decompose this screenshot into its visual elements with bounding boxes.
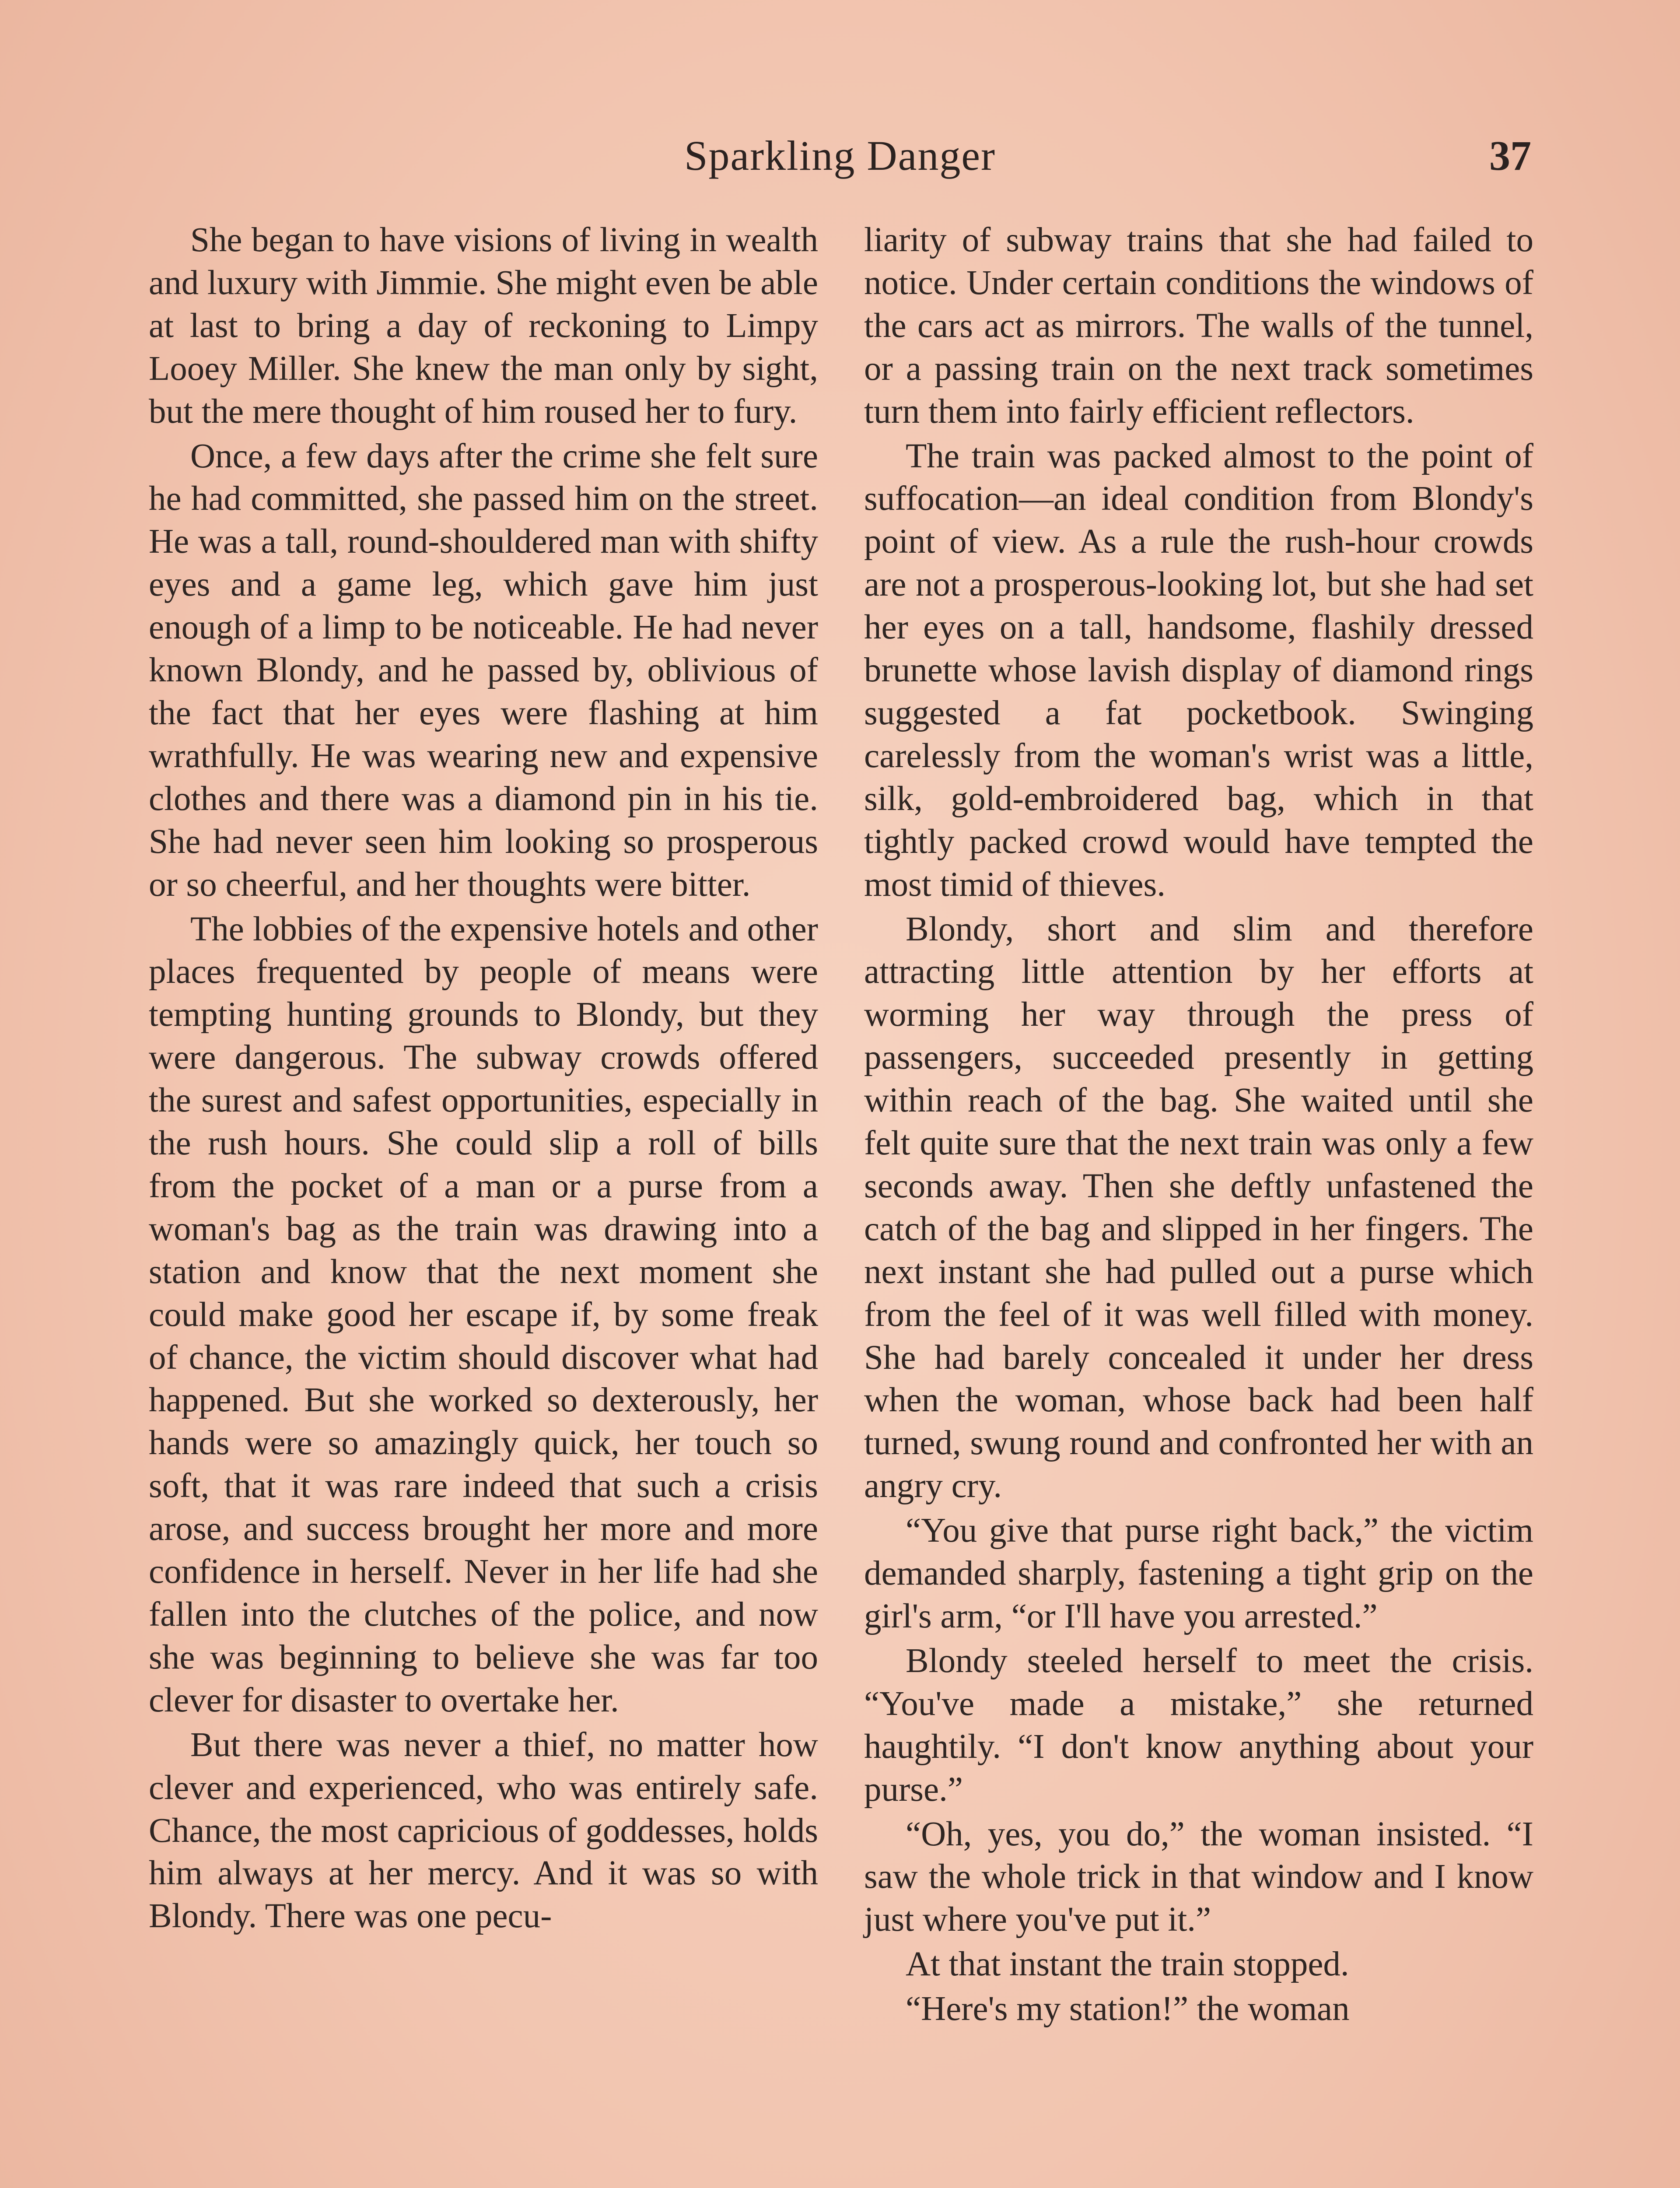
paragraph: But there was never a thief, no matter how clever and experienced, who was entirely safe. Chance, the most capricious of goddesses, holds him always at her mercy. And it was so with Blondy. There was one pecu- — [149, 1725, 818, 1936]
paragraph: The train was packed almost to the point of suffocation—an ideal condition from Blondy's point of view. As a rule the rush-hour crowds are not a prosperous-looking lot, but she had set her eyes on a tall, handsome, flashily dressed brunette whose lavish display of diamond rings suggested a fat pocketbook. Swinging carelessly from the woman's wrist was a little, silk, gold-embroidered bag, which in that tightly packed crowd would have tempted the most timid of thieves. — [864, 437, 1533, 904]
paragraph: “Here's my station!” the woman — [906, 1990, 1350, 2028]
paragraph-continued: liarity of subway trains that she had failed to notice. Under certain conditions the windows of the cars act as mirrors. The walls of the tunnel, or a passing train on the next track sometimes turn them into fairly efficient reflectors. — [864, 221, 1533, 431]
running-title: Sparkling Danger — [684, 132, 996, 179]
paragraph: “Oh, yes, you do,” the woman insisted. “I saw the whole trick in that window and I know just where you've put it.” — [864, 1815, 1533, 1939]
paragraph: The lobbies of the expensive hotels and other places frequented by people of means were tempting hunting grounds to Blondy, but they were dangerous. The subway crowds offered the surest and safest opportunities, especially in the rush hours. She could slip a roll of bills from the pocket of a man or a purse from a woman's bag as the train was drawing into a station and know that the next moment she could make good her escape if, by some freak of chance, the victim should discover what had happened. But she worked so dexterously, her hands were so amazingly quick, her touch so soft, that it was rare indeed that such a crisis arose, and success brought her more and more confidence in herself. Never in her life had she fallen into the clutches of the police, and now she was beginning to believe she was far too clever for disaster to overtake her. — [149, 910, 818, 1719]
left-column — [149, 219, 818, 1939]
paragraph: “You give that purse right back,” the victim demanded sharply, fastening a tight grip on the girl's arm, “or I'll have you arrested.” — [864, 1511, 1533, 1635]
paragraph: Blondy, short and slim and therefore attracting little attention by her efforts at worming her way through the press of passengers, succeeded presently in getting within reach of the bag. She waited until she felt quite sure that the next train was only a few seconds away. Then she deftly unfastened the catch of the bag and slipped in her fingers. The next instant she had pulled out a purse which from the feel of it was well filled with money. She had barely concealed it under her dress when the woman, whose back had been half turned, swung round and confronted her with an angry cry. — [864, 910, 1533, 1505]
paragraph: At that instant the train stopped. — [906, 1945, 1349, 1984]
right-column — [864, 219, 1533, 2032]
paragraph: She began to have visions of living in wealth and luxury with Jimmie. She might even be able at last to bring a day of reckoning to Limpy Looey Miller. She knew the man only by sight, but the mere thought of him roused her to fury. — [149, 221, 818, 431]
paragraph: Blondy steeled herself to meet the crisis. “You've made a mistake,” she returned haughtily. “I don't know anything about your purse.” — [864, 1641, 1533, 1809]
paragraph: Once, a few days after the crime she felt sure he had committed, she passed him on the street. He was a tall, round-shouldered man with shifty eyes and a game leg, which gave him just enough of a limp to be noticeable. He had never known Blondy, and he passed by, oblivious of the fact that her eyes were flashing at him wrathfully. He was wearing new and expensive clothes and there was a diamond pin in his tie. She had never seen him looking so prosperous or so cheerful, and her thoughts were bitter. — [149, 437, 818, 904]
page-number: 37 — [1489, 132, 1531, 179]
